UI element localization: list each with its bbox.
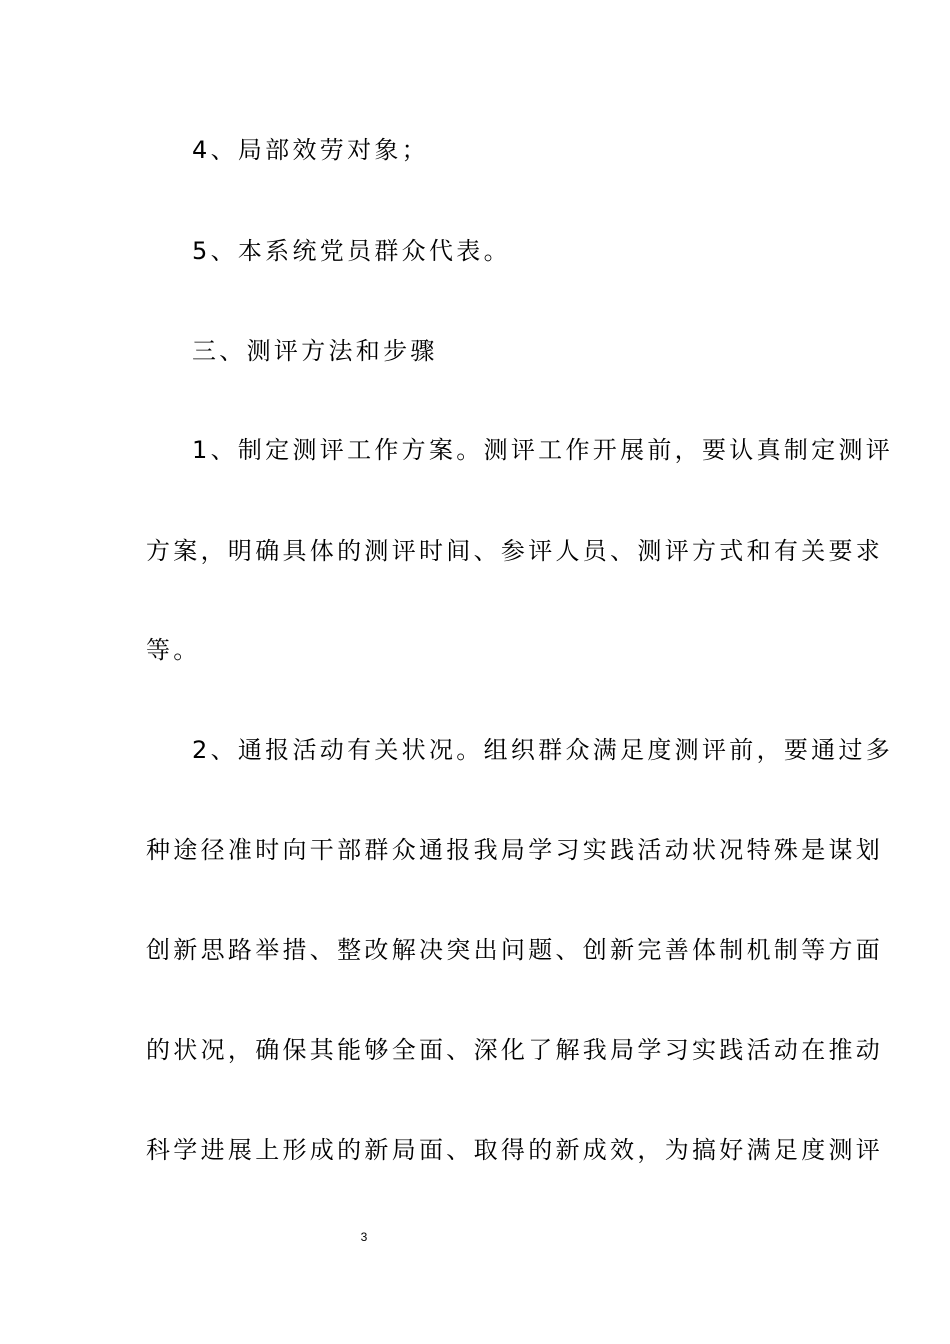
section-heading-methods: 三、测评方法和步骤: [192, 337, 438, 365]
paragraph-2-line-3: 创新思路举措、整改解决突出问题、创新完善体制机制等方面: [146, 936, 884, 964]
paragraph-2-line-4: 的状况，确保其能够全面、深化了解我局学习实践活动在推动: [146, 1036, 884, 1064]
paragraph-2-line-2: 种途径准时向干部群众通报我局学习实践活动状况特殊是谋划: [146, 836, 884, 864]
paragraph-1-line-2: 方案，明确具体的测评时间、参评人员、测评方式和有关要求: [146, 537, 884, 565]
paragraph-2-line-1: 2、通报活动有关状况。组织群众满足度测评前，要通过多: [192, 736, 894, 764]
paragraph-1-line-3: 等。: [146, 636, 201, 664]
list-item-service-objects: 4、局部效劳对象；: [192, 136, 429, 164]
list-item-party-representatives: 5、本系统党员群众代表。: [192, 237, 511, 265]
paragraph-2-line-5: 科学进展上形成的新局面、取得的新成效，为搞好满足度测评: [146, 1136, 884, 1164]
page-number: 3: [360, 1230, 368, 1244]
paragraph-1-line-1: 1、制定测评工作方案。测评工作开展前，要认真制定测评: [192, 436, 894, 464]
